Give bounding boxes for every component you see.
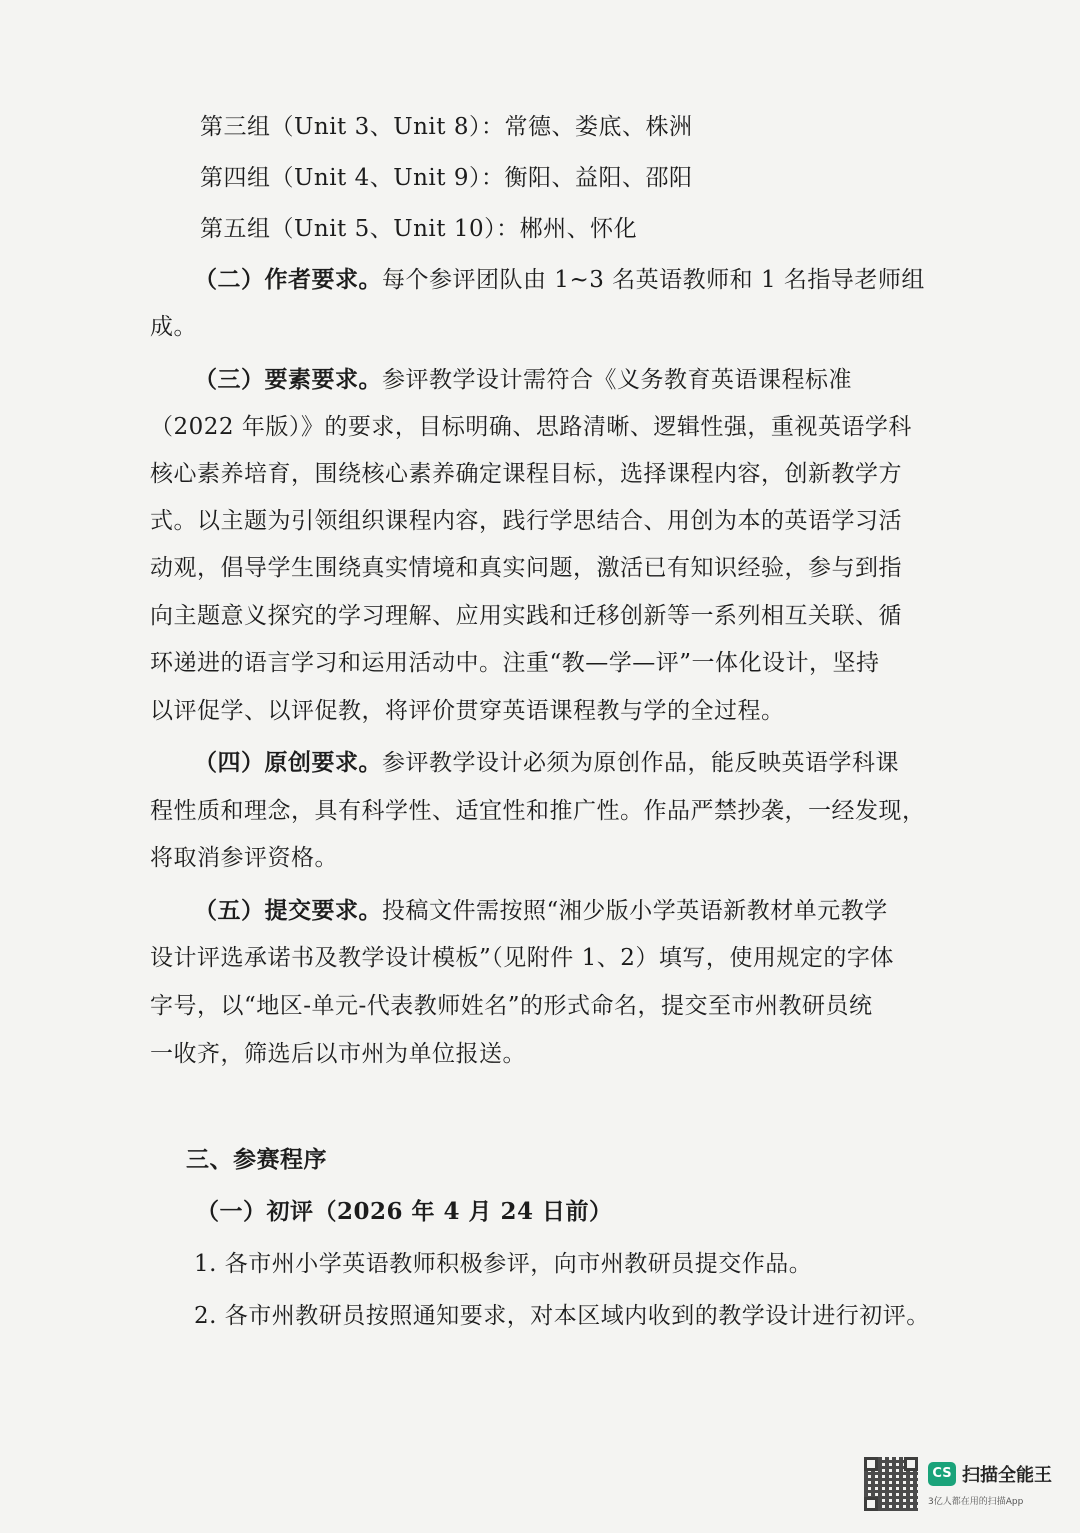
elements-requirement-heading: （三）要素要求。	[194, 366, 382, 393]
camscanner-logo-icon: CS	[928, 1462, 956, 1486]
author-requirement-heading: （二）作者要求。	[194, 266, 382, 293]
original-requirement-line-2: 程性质和理念，具有科学性、适宜性和推广性。作品严禁抄袭，一经发现，	[150, 798, 926, 824]
submit-requirement-line-4: 一收齐，筛选后以市州为单位报送。	[150, 1041, 526, 1067]
submit-requirement-line-1	[194, 896, 888, 926]
elements-requirement-text: 参评教学设计需符合《义务教育英语课程标准	[382, 367, 852, 393]
first-review-item-1: 1. 各市州小学英语教师积极参评，向市州教研员提交作品。	[194, 1251, 813, 1277]
qr-code-icon	[864, 1457, 918, 1511]
elements-requirement-line-2: （2022 年版）》的要求，目标明确、思路清晰、逻辑性强，重视英语学科	[150, 414, 912, 440]
group-3-line: 第三组（Unit 3、Unit 8）：常德、娄底、株洲	[200, 114, 693, 140]
elements-requirement-line-7: 环递进的语言学习和运用活动中。注重“教—学—评”一体化设计，坚持	[150, 650, 880, 676]
camscanner-tagline: 3亿人都在用的扫描App	[928, 1497, 1024, 1507]
original-requirement-line-3: 将取消参评资格。	[150, 845, 338, 871]
first-review-title: （一）初评（2026 年 4 月 24 日前）	[196, 1198, 613, 1225]
submit-requirement-line-2: 设计评选承诺书及教学设计模板”（见附件 1、2）填写，使用规定的字体	[150, 945, 894, 971]
author-requirement-line-1	[194, 265, 925, 295]
author-requirement-line-2: 成。	[150, 314, 197, 340]
elements-requirement-line-8: 以评促学、以评促教，将评价贯穿英语课程教与学的全过程。	[150, 698, 785, 724]
first-review-item-2: 2. 各市州教研员按照通知要求，对本区域内收到的教学设计进行初评。	[194, 1303, 930, 1329]
submit-requirement-line-3: 字号，以“地区-单元-代表教师姓名”的形式命名，提交至市州教研员统	[150, 993, 873, 1019]
group-4-line: 第四组（Unit 4、Unit 9）：衡阳、益阳、邵阳	[200, 165, 693, 191]
elements-requirement-line-5: 动观，倡导学生围绕真实情境和真实问题，激活已有知识经验，参与到指	[150, 555, 902, 581]
section-3-title: 三、参赛程序	[186, 1146, 327, 1173]
camscanner-app-name: 扫描全能王	[962, 1465, 1052, 1486]
author-requirement-text: 每个参评团队由 1~3 名英语教师和 1 名指导老师组	[382, 267, 925, 293]
submit-requirement-text: 投稿文件需按照“湘少版小学英语新教材单元教学	[382, 898, 888, 924]
original-requirement-text: 参评教学设计必须为原创作品，能反映英语学科课	[382, 750, 899, 776]
original-requirement-heading: （四）原创要求。	[194, 749, 382, 776]
group-5-line: 第五组（Unit 5、Unit 10）：郴州、怀化	[200, 216, 638, 242]
elements-requirement-line-1	[194, 365, 852, 395]
elements-requirement-line-3: 核心素养培育，围绕核心素养确定课程目标，选择课程内容，创新教学方	[150, 461, 902, 487]
elements-requirement-line-4: 式。以主题为引领组织课程内容，践行学思结合、用创为本的英语学习活	[150, 508, 902, 534]
submit-requirement-heading: （五）提交要求。	[194, 897, 382, 924]
elements-requirement-line-6: 向主题意义探究的学习理解、应用实践和迁移创新等一系列相互关联、循	[150, 603, 902, 629]
original-requirement-line-1	[194, 748, 899, 778]
